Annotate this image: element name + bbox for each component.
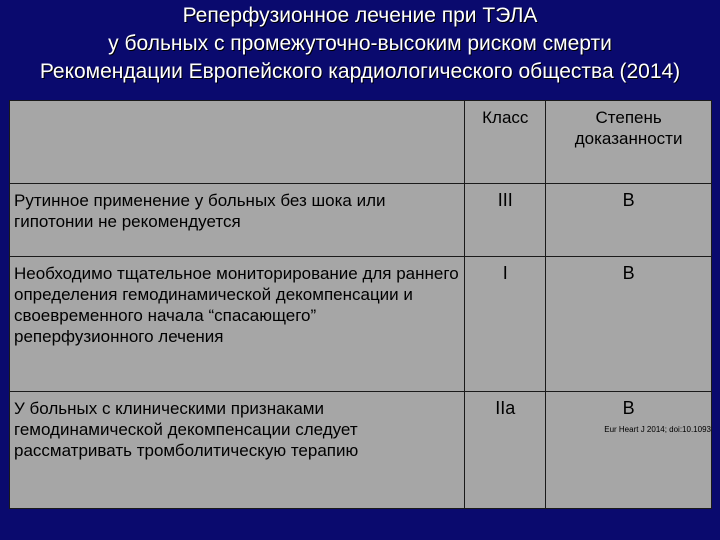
- recommendation-class: IIa: [465, 392, 546, 509]
- header-empty-cell: [10, 101, 465, 184]
- recommendation-class: I: [465, 257, 546, 392]
- table-row: [10, 184, 712, 257]
- recommendation-level: B: [546, 257, 712, 392]
- table-row: [10, 392, 712, 509]
- slide-title: [0, 2, 720, 86]
- title-line-2: у больных с промежуточно-высоким риском смерти: [108, 32, 612, 55]
- table-row: [10, 257, 712, 392]
- recommendation-class: III: [465, 184, 546, 257]
- header-class: Класс: [465, 101, 546, 184]
- header-level: Степень доказанности: [546, 101, 712, 184]
- recommendation-level: B: [622, 398, 635, 418]
- recommendation-text: Необходимо тщательное мониторирование для раннего определения гемодинамической декомпенсации и своевременного начала “спасающего” реперфузионного лечения: [10, 257, 465, 392]
- recommendation-text: Рутинное применение у больных без шока или гипотонии не рекомендуется: [10, 184, 465, 257]
- recommendation-text: У больных с клиническими признаками гемодинамической декомпенсации следует рассматривать тромболитическую терапию: [10, 392, 465, 509]
- reference-citation: Eur Heart J 2014; doi:10.1093: [604, 425, 711, 434]
- title-line-3: Рекомендации Европейского кардиологического общества (2014): [39, 60, 681, 83]
- table-header-row: [10, 101, 712, 184]
- recommendation-level: B: [546, 184, 712, 257]
- title-line-1: Реперфузионное лечение при ТЭЛА: [182, 4, 538, 27]
- recommendation-level-cell: [546, 392, 712, 509]
- recommendations-table: [9, 100, 712, 509]
